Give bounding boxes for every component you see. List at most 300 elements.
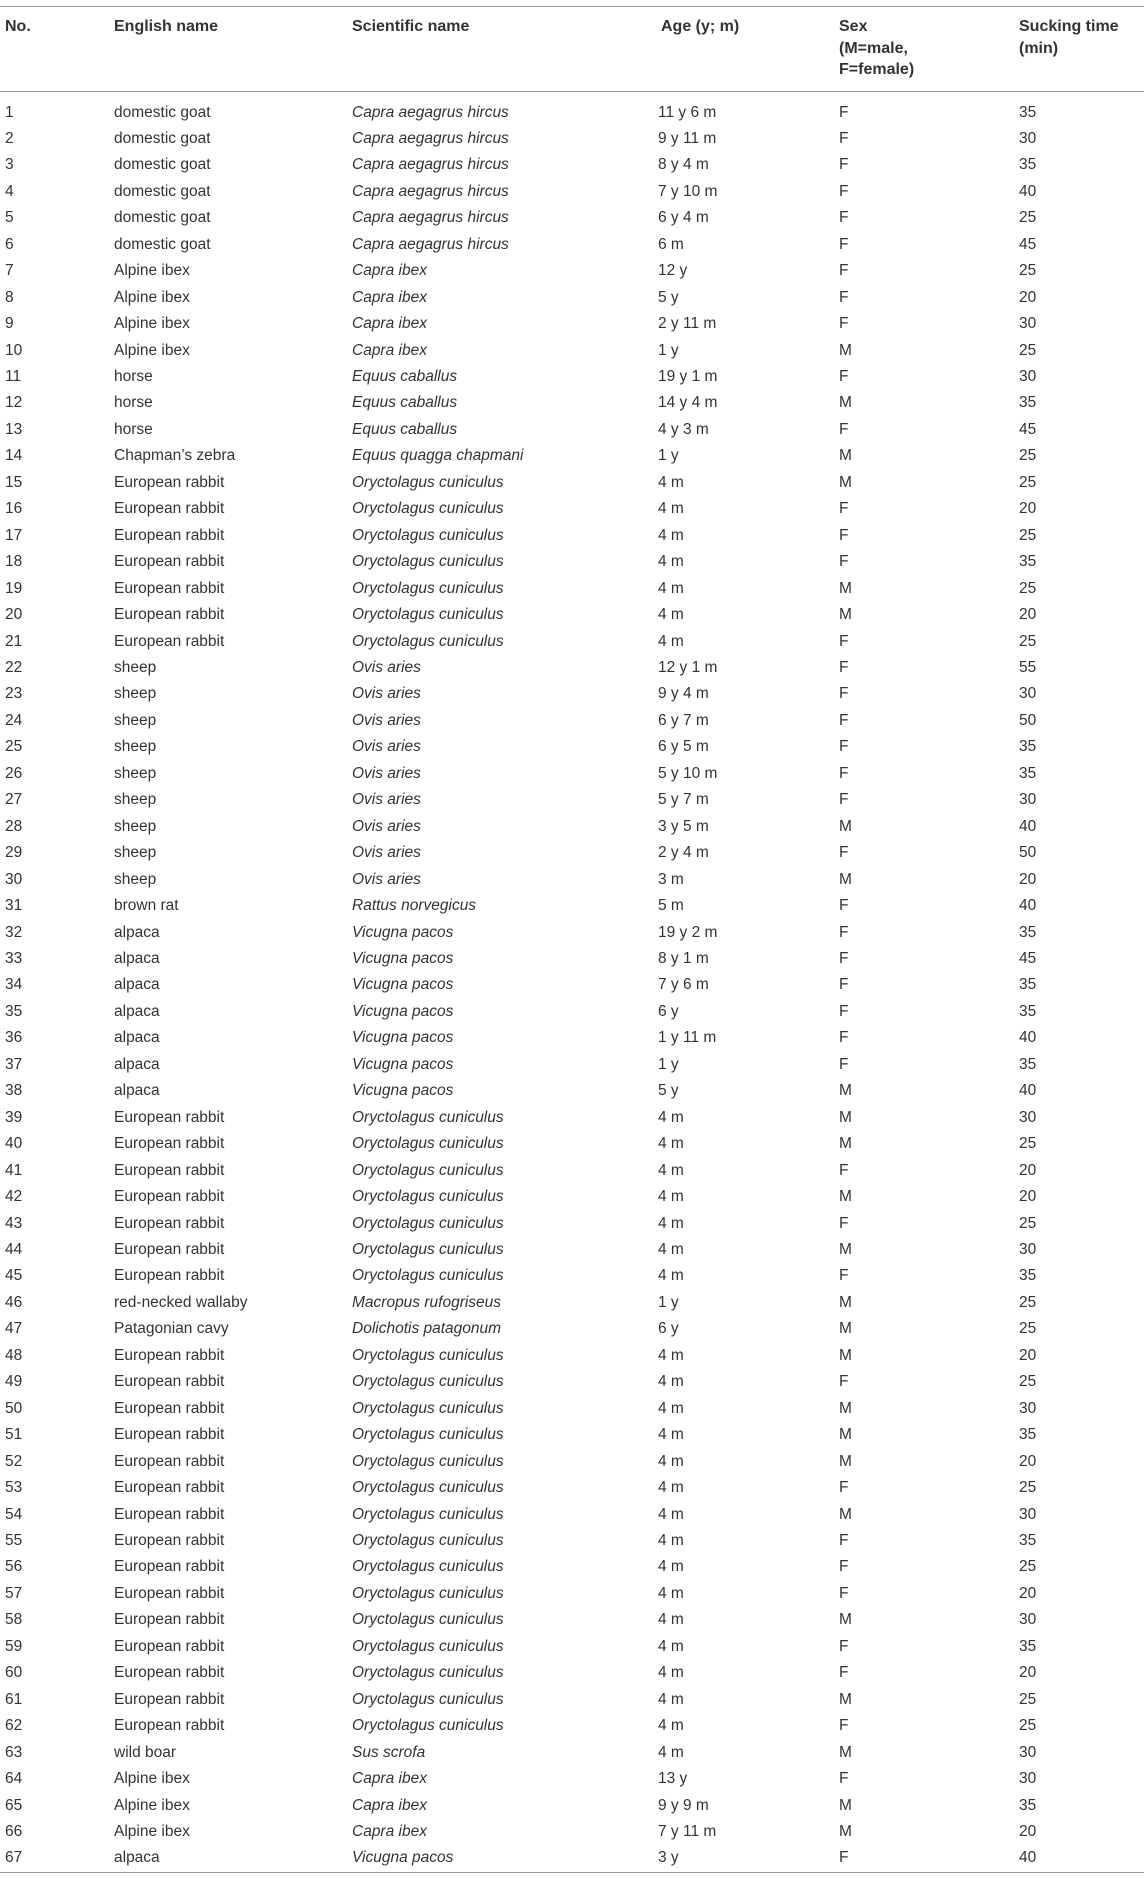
cell-number: 44: [5, 1240, 23, 1258]
cell-scientific-name: Capra aegagrus hircus: [352, 209, 509, 227]
cell-age: 11 y 6 m: [658, 103, 717, 121]
cell-english-name: European rabbit: [114, 1611, 225, 1629]
cell-age: 5 y 10 m: [658, 764, 718, 782]
cell-sex: F: [839, 1531, 849, 1549]
cell-number: 4: [5, 182, 14, 200]
cell-sucking-time: 30: [1019, 791, 1037, 809]
table-row: [0, 1158, 1144, 1184]
cell-sucking-time: 30: [1019, 1611, 1037, 1629]
cell-sex: F: [839, 632, 849, 650]
cell-english-name: sheep: [114, 791, 157, 809]
cell-english-name: sheep: [114, 738, 157, 756]
cell-english-name: sheep: [114, 844, 157, 862]
cell-age: 4 m: [658, 1584, 684, 1602]
cell-scientific-name: Oryctolagus cuniculus: [352, 1346, 504, 1364]
cell-number: 35: [5, 1002, 23, 1020]
cell-number: 6: [5, 235, 14, 253]
cell-scientific-name: Dolichotis patagonum: [352, 1320, 502, 1338]
cell-age: 12 y: [658, 262, 688, 280]
cell-number: 52: [5, 1452, 23, 1470]
cell-english-name: alpaca: [114, 1082, 160, 1100]
cell-number: 26: [5, 764, 23, 782]
cell-sucking-time: 40: [1019, 817, 1037, 835]
cell-sucking-time: 20: [1019, 1664, 1037, 1682]
cell-age: 5 m: [658, 897, 684, 915]
cell-english-name: European rabbit: [114, 1584, 225, 1602]
cell-english-name: European rabbit: [114, 500, 225, 518]
cell-number: 32: [5, 923, 23, 941]
cell-sucking-time: 35: [1019, 1267, 1037, 1285]
cell-age: 7 y 11 m: [658, 1822, 717, 1840]
cell-sucking-time: 30: [1019, 1505, 1037, 1523]
table-row: [0, 523, 1144, 549]
cell-sucking-time: 20: [1019, 1452, 1037, 1470]
cell-scientific-name: Vicugna pacos: [352, 976, 454, 994]
cell-english-name: Alpine ibex: [114, 1822, 190, 1840]
cell-sex: F: [839, 1637, 849, 1655]
cell-age: 8 y 4 m: [658, 156, 709, 174]
cell-scientific-name: Capra ibex: [352, 341, 427, 359]
cell-scientific-name: Capra ibex: [352, 315, 427, 333]
cell-number: 43: [5, 1214, 23, 1232]
cell-sucking-time: 25: [1019, 209, 1037, 227]
table-row: [0, 1078, 1144, 1104]
cell-sex: F: [839, 1029, 849, 1047]
table-row: [0, 311, 1144, 337]
cell-scientific-name: Vicugna pacos: [352, 950, 454, 967]
cell-sucking-time: 25: [1019, 1293, 1037, 1311]
cell-sex: F: [839, 1055, 849, 1073]
cell-number: 63: [5, 1743, 23, 1761]
cell-english-name: Alpine ibex: [114, 288, 190, 306]
cell-age: 9 y 11 m: [658, 129, 717, 147]
cell-sex: F: [839, 764, 849, 782]
cell-sex: M: [839, 1505, 852, 1523]
cell-scientific-name: Oryctolagus cuniculus: [352, 579, 504, 597]
cell-number: 67: [5, 1849, 23, 1867]
cell-english-name: Patagonian cavy: [114, 1320, 229, 1338]
cell-sucking-time: 25: [1019, 579, 1037, 597]
table-row: [0, 1396, 1144, 1422]
cell-age: 6 y 5 m: [658, 738, 709, 756]
cell-age: 12 y 1 m: [658, 659, 718, 677]
cell-scientific-name: Oryctolagus cuniculus: [352, 1558, 504, 1576]
cell-number: 59: [5, 1637, 23, 1655]
cell-age: 4 m: [658, 1346, 684, 1364]
cell-sucking-time: 35: [1019, 764, 1037, 782]
cell-number: 61: [5, 1690, 23, 1708]
cell-number: 7: [5, 262, 14, 280]
cell-age: 4 m: [658, 1373, 684, 1391]
cell-english-name: domestic goat: [114, 235, 211, 253]
table-row: [0, 285, 1144, 311]
cell-age: 3 y: [658, 1849, 679, 1867]
table-row: [0, 1607, 1144, 1633]
cell-number: 45: [5, 1267, 23, 1285]
cell-scientific-name: Capra ibex: [352, 288, 427, 306]
cell-sucking-time: 35: [1019, 156, 1037, 174]
cell-scientific-name: Vicugna pacos: [352, 1029, 454, 1047]
cell-scientific-name: Oryctolagus cuniculus: [352, 1531, 504, 1549]
cell-sex: M: [839, 579, 852, 597]
cell-sex: M: [839, 1240, 852, 1258]
cell-number: 65: [5, 1796, 23, 1814]
cell-scientific-name: Rattus norvegicus: [352, 897, 477, 915]
cell-sucking-time: 20: [1019, 606, 1037, 624]
cell-sex: M: [839, 1822, 852, 1840]
cell-number: 28: [5, 817, 23, 835]
cell-number: 19: [5, 579, 23, 597]
table-row: [0, 1316, 1144, 1342]
cell-age: 9 y 9 m: [658, 1796, 709, 1814]
cell-scientific-name: Oryctolagus cuniculus: [352, 526, 504, 544]
cell-english-name: sheep: [114, 870, 157, 888]
cell-sex: M: [839, 1320, 852, 1338]
cell-english-name: horse: [114, 420, 153, 438]
cell-sex: F: [839, 711, 849, 729]
cell-age: 4 m: [658, 1717, 684, 1735]
cell-sucking-time: 35: [1019, 1637, 1037, 1655]
cell-sucking-time: 30: [1019, 368, 1037, 386]
cell-sex: F: [839, 315, 849, 333]
cell-sucking-time: 25: [1019, 1717, 1037, 1735]
column-header-scientific-name: Scientific name: [347, 7, 653, 92]
cell-number: 9: [5, 315, 14, 333]
table-row: [0, 1554, 1144, 1580]
cell-sex: M: [839, 1346, 852, 1364]
cell-sucking-time: 35: [1019, 1426, 1037, 1444]
cell-sex: M: [839, 1611, 852, 1629]
cell-sex: F: [839, 897, 849, 915]
cell-sex: M: [839, 817, 852, 835]
cell-english-name: wild boar: [114, 1743, 177, 1761]
cell-sex: F: [839, 1664, 849, 1682]
cell-number: 46: [5, 1293, 23, 1311]
cell-scientific-name: Equus quagga chapmani: [352, 447, 524, 465]
cell-number: 23: [5, 685, 23, 703]
table-row: [0, 1211, 1144, 1237]
cell-scientific-name: Capra ibex: [352, 1770, 427, 1788]
cell-age: 4 m: [658, 1611, 684, 1629]
cell-number: 41: [5, 1161, 23, 1179]
cell-english-name: European rabbit: [114, 1108, 225, 1126]
cell-number: 64: [5, 1770, 23, 1788]
cell-number: 57: [5, 1584, 23, 1602]
cell-sex: M: [839, 1399, 852, 1417]
table-row: [0, 920, 1144, 946]
cell-scientific-name: Equus caballus: [352, 368, 458, 386]
cell-age: 4 m: [658, 579, 684, 597]
table-row: [0, 1131, 1144, 1157]
cell-number: 18: [5, 553, 23, 571]
cell-sucking-time: 35: [1019, 1002, 1037, 1020]
cell-scientific-name: Ovis aries: [352, 844, 421, 862]
cell-scientific-name: Capra ibex: [352, 1822, 427, 1840]
cell-sucking-time: 25: [1019, 1320, 1037, 1338]
table-row: [0, 840, 1144, 866]
cell-age: 4 m: [658, 1664, 684, 1682]
cell-sex: M: [839, 1188, 852, 1206]
cell-sucking-time: 30: [1019, 1108, 1037, 1126]
table-row: [0, 1845, 1144, 1872]
cell-number: 17: [5, 526, 23, 544]
cell-english-name: European rabbit: [114, 1690, 225, 1708]
cell-age: 4 m: [658, 1531, 684, 1549]
column-header-age: Age (y; m): [653, 7, 834, 92]
cell-age: 4 m: [658, 1135, 684, 1153]
cell-scientific-name: Oryctolagus cuniculus: [352, 1161, 504, 1179]
cell-sex: F: [839, 738, 849, 756]
cell-english-name: sheep: [114, 764, 157, 782]
table-row: [0, 576, 1144, 602]
cell-number: 34: [5, 976, 23, 994]
cell-sex: F: [839, 1717, 849, 1735]
cell-number: 62: [5, 1717, 23, 1735]
cell-number: 36: [5, 1029, 23, 1047]
table-row: [0, 761, 1144, 787]
cell-number: 22: [5, 659, 23, 677]
cell-number: 20: [5, 606, 23, 624]
table-row: [0, 1290, 1144, 1316]
cell-scientific-name: Oryctolagus cuniculus: [352, 1479, 504, 1497]
cell-english-name: European rabbit: [114, 1188, 225, 1206]
cell-sex: M: [839, 606, 852, 624]
cell-english-name: sheep: [114, 817, 157, 835]
cell-scientific-name: Capra ibex: [352, 262, 427, 280]
cell-english-name: Chapman’s zebra: [114, 447, 236, 465]
cell-age: 7 y 6 m: [658, 976, 709, 994]
table-row: [0, 1713, 1144, 1739]
cell-number: 38: [5, 1082, 23, 1100]
cell-age: 3 y 5 m: [658, 817, 709, 835]
table-row: [0, 549, 1144, 575]
cell-sucking-time: 30: [1019, 1770, 1037, 1788]
cell-sex: M: [839, 1135, 852, 1153]
cell-english-name: European rabbit: [114, 1717, 225, 1735]
cell-english-name: European rabbit: [114, 1637, 225, 1655]
cell-scientific-name: Oryctolagus cuniculus: [352, 632, 504, 650]
cell-scientific-name: Oryctolagus cuniculus: [352, 1452, 504, 1470]
cell-age: 5 y 7 m: [658, 791, 709, 809]
cell-age: 4 m: [658, 526, 684, 544]
cell-sucking-time: 25: [1019, 632, 1037, 650]
cell-number: 15: [5, 473, 23, 491]
cell-scientific-name: Oryctolagus cuniculus: [352, 1240, 504, 1258]
cell-sucking-time: 35: [1019, 1531, 1037, 1549]
table-row: [0, 364, 1144, 390]
cell-sex: F: [839, 262, 849, 280]
table-row: [0, 814, 1144, 840]
cell-english-name: alpaca: [114, 1055, 160, 1073]
cell-scientific-name: Oryctolagus cuniculus: [352, 1399, 504, 1417]
cell-scientific-name: Capra aegagrus hircus: [352, 156, 509, 174]
table-row: [0, 1819, 1144, 1845]
cell-age: 4 m: [658, 1690, 684, 1708]
cell-english-name: Alpine ibex: [114, 315, 190, 333]
cell-english-name: sheep: [114, 685, 157, 703]
cell-english-name: European rabbit: [114, 579, 225, 597]
table-row: [0, 655, 1144, 681]
cell-sucking-time: 25: [1019, 262, 1037, 280]
cell-english-name: European rabbit: [114, 553, 225, 571]
cell-age: 5 y: [658, 1082, 679, 1100]
cell-age: 4 m: [658, 1558, 684, 1576]
cell-scientific-name: Oryctolagus cuniculus: [352, 473, 504, 491]
table-row: [0, 867, 1144, 893]
cell-sex: F: [839, 1849, 849, 1867]
cell-sucking-time: 40: [1019, 182, 1037, 200]
cell-number: 16: [5, 500, 23, 518]
cell-scientific-name: Capra ibex: [352, 1796, 427, 1814]
table-row: [0, 946, 1144, 972]
table-row: [0, 1502, 1144, 1528]
cell-english-name: red-necked wallaby: [114, 1293, 248, 1311]
cell-scientific-name: Oryctolagus cuniculus: [352, 1690, 504, 1708]
cell-sucking-time: 25: [1019, 1214, 1037, 1232]
cell-sex: F: [839, 1770, 849, 1788]
table-row: [0, 893, 1144, 919]
table-row: [0, 205, 1144, 231]
cell-number: 48: [5, 1346, 23, 1364]
cell-number: 1: [5, 103, 14, 121]
cell-english-name: European rabbit: [114, 606, 225, 624]
cell-number: 14: [5, 447, 23, 465]
cell-sucking-time: 20: [1019, 1822, 1037, 1840]
cell-age: 4 m: [658, 473, 684, 491]
table-body: [0, 91, 1144, 1872]
cell-sex: M: [839, 473, 852, 491]
cell-scientific-name: Oryctolagus cuniculus: [352, 1214, 504, 1232]
cell-english-name: domestic goat: [114, 156, 211, 174]
cell-age: 13 y: [658, 1770, 688, 1788]
cell-sucking-time: 25: [1019, 1135, 1037, 1153]
cell-scientific-name: Ovis aries: [352, 764, 421, 782]
cell-age: 4 m: [658, 553, 684, 571]
cell-sex: M: [839, 1426, 852, 1444]
cell-scientific-name: Ovis aries: [352, 738, 421, 756]
cell-sex: M: [839, 447, 852, 465]
table-row: [0, 179, 1144, 205]
cell-age: 1 y: [658, 341, 679, 359]
cell-sex: F: [839, 156, 849, 174]
table-row: [0, 1184, 1144, 1210]
cell-age: 6 y: [658, 1002, 679, 1020]
cell-sex: F: [839, 182, 849, 200]
cell-age: 9 y 4 m: [658, 685, 709, 703]
cell-sex: F: [839, 844, 849, 862]
cell-number: 5: [5, 209, 14, 227]
cell-age: 4 m: [658, 1743, 684, 1761]
cell-sex: F: [839, 950, 849, 967]
cell-age: 4 m: [658, 606, 684, 624]
cell-sex: F: [839, 420, 849, 438]
cell-age: 19 y 1 m: [658, 368, 718, 386]
header-row: [0, 7, 1144, 92]
cell-number: 55: [5, 1531, 23, 1549]
table-row: [0, 152, 1144, 178]
cell-sex: F: [839, 1558, 849, 1576]
cell-age: 4 y 3 m: [658, 420, 709, 438]
cell-scientific-name: Ovis aries: [352, 711, 421, 729]
cell-english-name: alpaca: [114, 1002, 160, 1020]
cell-scientific-name: Oryctolagus cuniculus: [352, 1611, 504, 1629]
table-row: [0, 1052, 1144, 1078]
cell-english-name: sheep: [114, 711, 157, 729]
cell-sex: F: [839, 526, 849, 544]
cell-sex: M: [839, 1743, 852, 1761]
cell-sucking-time: 30: [1019, 315, 1037, 333]
table-row: [0, 1343, 1144, 1369]
cell-scientific-name: Oryctolagus cuniculus: [352, 1717, 504, 1735]
cell-sucking-time: 40: [1019, 897, 1037, 915]
table-header: [0, 7, 1144, 92]
cell-scientific-name: Oryctolagus cuniculus: [352, 553, 504, 571]
cell-english-name: domestic goat: [114, 129, 211, 147]
cell-english-name: horse: [114, 368, 153, 386]
table-row: [0, 708, 1144, 734]
table-row: [0, 1105, 1144, 1131]
table-row: [0, 496, 1144, 522]
table-row: [0, 232, 1144, 258]
cell-age: 2 y 11 m: [658, 315, 717, 333]
cell-sucking-time: 30: [1019, 685, 1037, 703]
cell-sucking-time: 20: [1019, 500, 1037, 518]
table-row: [0, 390, 1144, 416]
cell-sucking-time: 25: [1019, 1690, 1037, 1708]
cell-sex: M: [839, 870, 852, 888]
cell-number: 11: [5, 368, 22, 386]
cell-sex: F: [839, 1267, 849, 1285]
cell-scientific-name: Oryctolagus cuniculus: [352, 1426, 504, 1444]
cell-number: 60: [5, 1664, 23, 1682]
cell-sucking-time: 30: [1019, 1240, 1037, 1258]
cell-number: 31: [5, 897, 23, 915]
cell-age: 4 m: [658, 1399, 684, 1417]
cell-sucking-time: 35: [1019, 394, 1037, 412]
cell-scientific-name: Oryctolagus cuniculus: [352, 1664, 504, 1682]
table-row: [0, 1660, 1144, 1686]
cell-age: 4 m: [658, 1240, 684, 1258]
cell-sucking-time: 20: [1019, 1584, 1037, 1602]
cell-number: 24: [5, 711, 23, 729]
cell-english-name: European rabbit: [114, 632, 225, 650]
table-row: [0, 91, 1144, 126]
cell-english-name: Alpine ibex: [114, 262, 190, 280]
cell-scientific-name: Macropus rufogriseus: [352, 1293, 502, 1311]
cell-sex: F: [839, 368, 849, 386]
cell-english-name: domestic goat: [114, 103, 211, 121]
cell-sucking-time: 35: [1019, 553, 1037, 571]
cell-sex: F: [839, 1214, 849, 1232]
cell-sucking-time: 45: [1019, 420, 1037, 438]
cell-sucking-time: 20: [1019, 1346, 1037, 1364]
table-row: [0, 1687, 1144, 1713]
cell-sucking-time: 25: [1019, 473, 1037, 491]
cell-number: 25: [5, 738, 23, 756]
cell-sex: M: [839, 1796, 852, 1814]
cell-number: 49: [5, 1373, 23, 1391]
table-row: [0, 999, 1144, 1025]
table-row: [0, 681, 1144, 707]
cell-english-name: Alpine ibex: [114, 1796, 190, 1814]
cell-english-name: European rabbit: [114, 1664, 225, 1682]
cell-sucking-time: 25: [1019, 1558, 1037, 1576]
cell-english-name: alpaca: [114, 923, 160, 941]
cell-age: 19 y 2 m: [658, 923, 718, 941]
cell-age: 1 y: [658, 447, 679, 465]
cell-english-name: European rabbit: [114, 1373, 225, 1391]
cell-sucking-time: 35: [1019, 103, 1037, 121]
